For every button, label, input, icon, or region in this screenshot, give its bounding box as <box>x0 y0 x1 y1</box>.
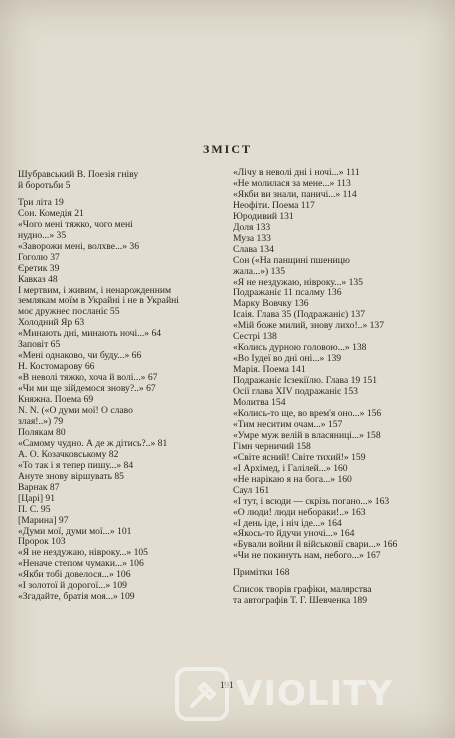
toc-entry: «І Архімед, і Галілей...» 160 <box>233 462 348 474</box>
toc-entry: «Неначе степом чумаки...» 106 <box>18 558 144 570</box>
toc-entry: «І день іде, і ніч іде...» 164 <box>233 517 342 529</box>
toc-entry: «О люди! люди небораки!..» 163 <box>233 506 366 518</box>
toc-entry: «Не нарікаю я на бога...» 160 <box>233 473 352 485</box>
toc-entry: Список творів графіки, малярства та автографів Т. Г. Шевченка 189 <box>233 584 372 607</box>
toc-entry: [Марина] 97 <box>18 514 69 526</box>
toc-entry: Молитва 154 <box>233 397 286 409</box>
toc-entry: Три літа 19 <box>18 196 64 208</box>
toc-entry: «Думи мої, думи мої...» 101 <box>18 525 132 537</box>
toc-entry: «Якби тобі довелося...» 106 <box>18 569 131 581</box>
toc-entry: «Заворожи мені, волхве...» 36 <box>18 240 139 252</box>
toc-entry: «То так і я тепер пишу...» 84 <box>18 459 134 471</box>
toc-entry: Сон («На панщині пшеницю жала...») 135 <box>233 254 350 277</box>
toc-entry: Княжна. Поема 69 <box>18 394 94 406</box>
toc-entry: Юродивий 131 <box>233 210 294 222</box>
page-number: 191 <box>220 680 234 690</box>
violity-watermark <box>170 666 440 722</box>
toc-entry: Подражаніє 11 псалму 136 <box>233 287 342 299</box>
toc-entry: «Згадайте, братія моя...» 109 <box>18 591 135 603</box>
toc-entry: Варнак 87 <box>18 481 60 493</box>
toc-entry: Слава 134 <box>233 243 274 255</box>
toc-entry: «Тим неситим очам...» 157 <box>233 418 343 430</box>
toc-entry: Сон. Комедія 21 <box>18 207 84 219</box>
toc-entry: «Я не нездужаю, нівроку...» 105 <box>18 547 148 559</box>
toc-entry: Марку Вовчку 136 <box>233 298 309 310</box>
toc-entry: Шубравський В. Поезія гніву й боротьби 5 <box>18 169 139 191</box>
toc-entry: Ісаія. Глава 35 (Подражаніє) 137 <box>233 309 365 321</box>
toc-entry: «Бували войни й військовії свари...» 166 <box>233 539 398 551</box>
toc-entry: «Я не нездужаю, нівроку...» 135 <box>233 276 363 288</box>
toc-entry: «Минають дні, минають ночі...» 64 <box>18 328 162 340</box>
toc-entry: А. О. Козачковському 82 <box>18 448 119 460</box>
toc-entry: «В неволі тяжко, хоча й волі...» 67 <box>18 372 158 384</box>
toc-entry: Єретик 39 <box>18 262 60 274</box>
toc-entry: Ануте знову віршувать 85 <box>18 470 124 482</box>
toc-entry: «Во Іудеї во дні оні...» 139 <box>233 353 342 365</box>
toc-entry: «І золотої й дорогої...» 109 <box>18 580 127 592</box>
toc-entry: «Лічу в неволі дні і ночі...» 111 <box>233 167 360 178</box>
toc-entry: Неофіти. Поема 117 <box>233 199 315 211</box>
toc-entry: Муза 133 <box>233 232 271 244</box>
toc-entry: «І тут, і всюди — скрізь погано...» 163 <box>233 495 390 507</box>
toc-entry: І мертвим, і живим, і ненарожденним землякам моїм в Украйні і не в Украйні моє дружнеє посланіє 55 <box>18 284 179 318</box>
toc-entry: Пророк 103 <box>18 536 66 548</box>
toc-entry: Гімн черничий 158 <box>233 440 311 452</box>
watermark-text: VIOLITY <box>236 674 393 714</box>
hammer-logo-icon <box>174 666 230 722</box>
toc-entry: Холодний Яр 63 <box>18 317 85 329</box>
toc-entry: Примітки 168 <box>233 567 290 579</box>
toc-entry: Доля 133 <box>233 221 271 233</box>
toc-entry: «Чи не покинуть нам, небого...» 167 <box>233 550 381 562</box>
toc-entry: Гоголю 37 <box>18 251 60 263</box>
toc-entry: «Самому чудно. А де ж дітись?..» 81 <box>18 437 168 449</box>
toc-entry: N. N. («О думи мої! О славо злая!..») 79 <box>18 405 133 427</box>
toc-entry: Заповіт 65 <box>18 339 61 351</box>
toc-entry: «Умре муж велій в власяниці...» 158 <box>233 429 381 441</box>
toc-entry: Кавказ 48 <box>18 273 58 285</box>
toc-left-column <box>18 170 223 603</box>
toc-entry: «Не молилася за мене...» 113 <box>233 177 351 189</box>
toc-entry: Полякам 80 <box>18 426 66 438</box>
toc-entry: «Чи ми ще зійдемося знову?..» 67 <box>18 383 156 395</box>
toc-entry: Сестрі 138 <box>233 331 277 343</box>
toc-entry: Осії глава XIV подражаніє 153 <box>233 386 358 398</box>
toc-entry: Марія. Поема 141 <box>233 364 306 376</box>
toc-entry: «Колись дурною головою...» 138 <box>233 342 367 354</box>
toc-entry: Саул 161 <box>233 484 270 496</box>
toc-entry: «Якби ви знали, паничі...» 114 <box>233 188 357 200</box>
toc-entry: П. С. 95 <box>18 503 51 515</box>
toc-entry: «Мені однаково, чи буду...» 66 <box>18 350 142 362</box>
toc-entry: «Мій боже милий, знову лихо!..» 137 <box>233 320 385 332</box>
toc-entry: «Чого мені тяжко, чого мені нудно...» 35 <box>18 218 133 241</box>
toc-entry: «Колись-то ще, во врем'я оно...» 156 <box>233 407 382 419</box>
page-title: ЗМІСТ <box>203 142 252 156</box>
toc-right-column <box>233 168 438 607</box>
toc-entry: Подражаніє Ієзекіїлю. Глава 19 151 <box>233 375 378 387</box>
toc-entry: «Світе ясний! Світе тихий!» 159 <box>233 451 366 463</box>
toc-entry: [Царі] 91 <box>18 492 56 504</box>
toc-entry: «Якось-то йдучи уночі...» 164 <box>233 528 355 540</box>
toc-entry: Н. Костомарову 66 <box>18 361 95 373</box>
